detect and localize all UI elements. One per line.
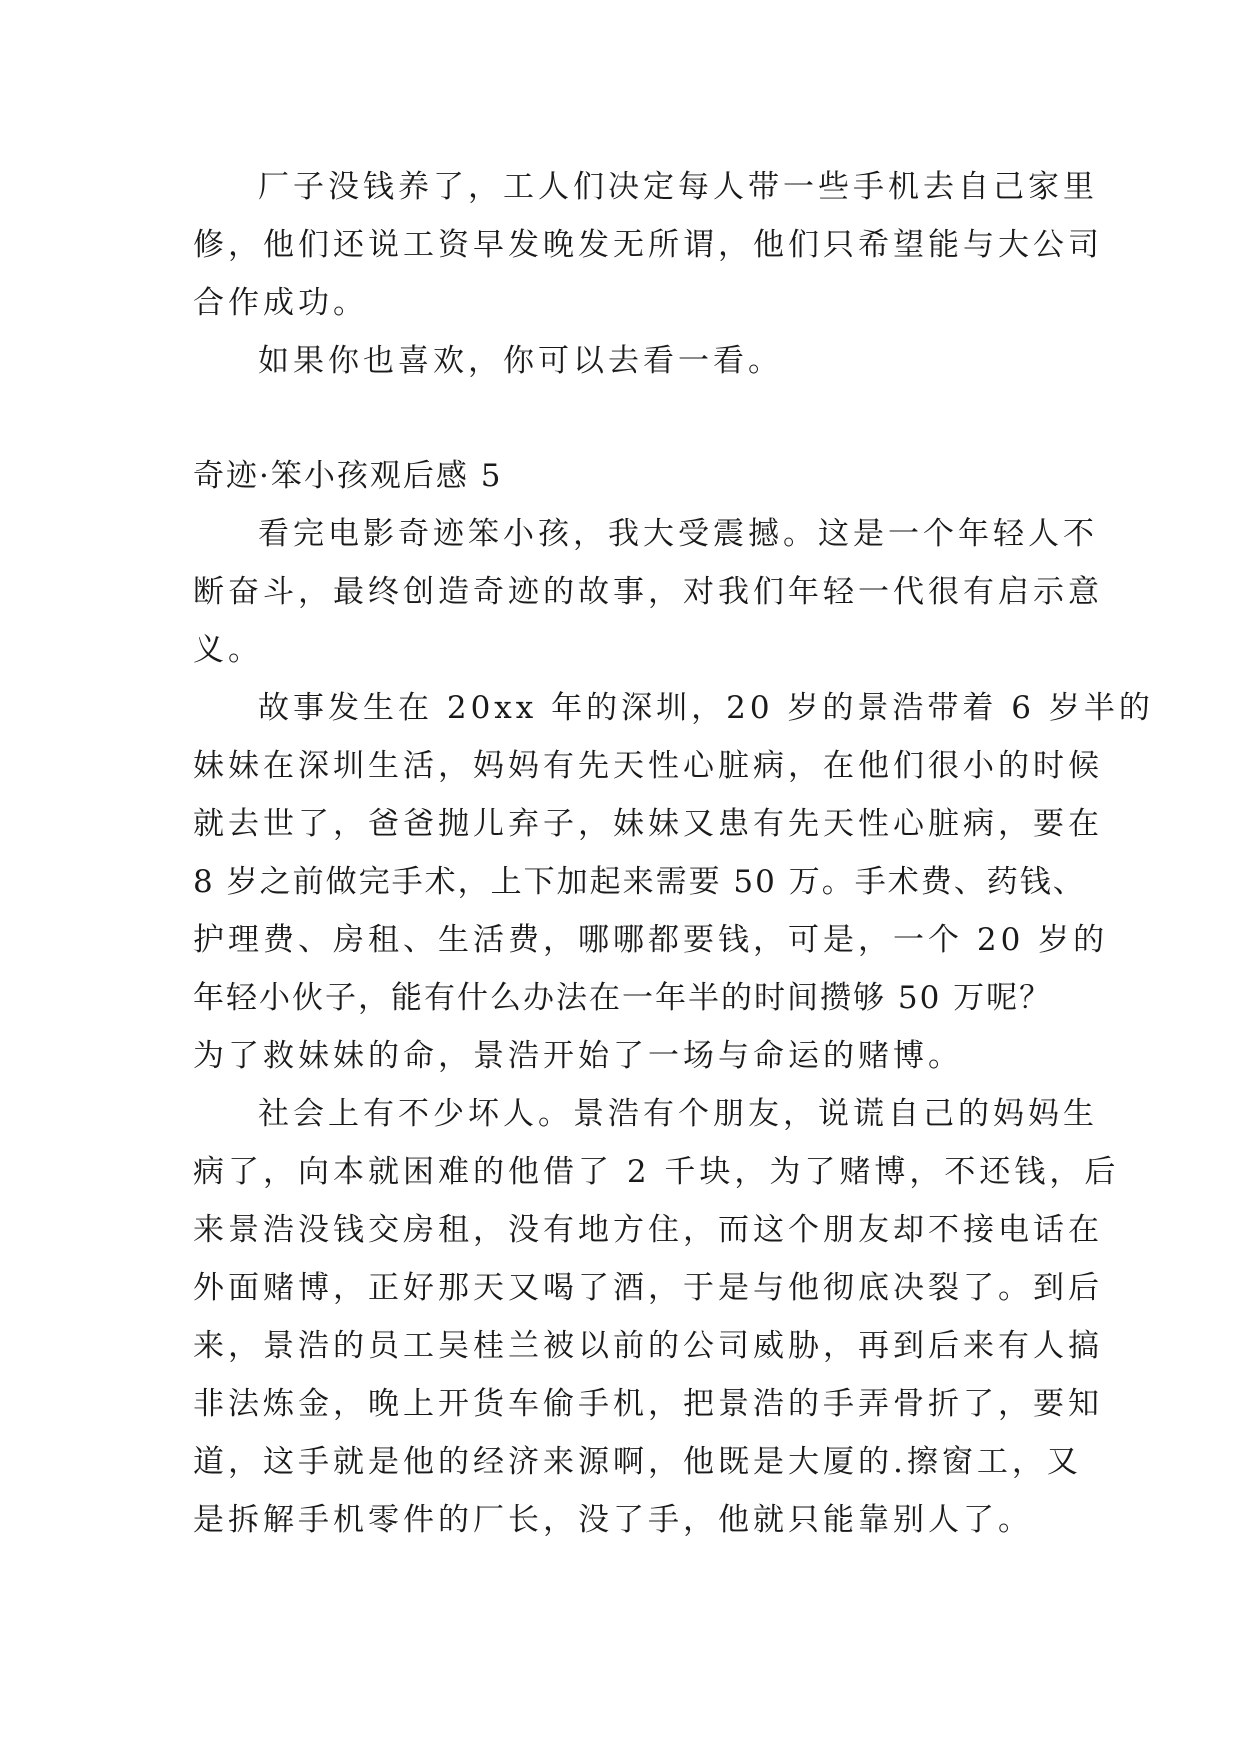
paragraph-4-line-6: 年轻小伙子，能有什么办法在一年半的时间攒够 50 万呢？ — [193, 980, 1053, 1016]
paragraph-4-line-2: 妹妹在深圳生活，妈妈有先天性心脏病，在他们很小的时候 — [193, 748, 1103, 784]
paragraph-4-line-1: 故事发生在 20xx 年的深圳，20 岁的景浩带着 6 岁半的 — [258, 690, 1154, 726]
paragraph-4-line-5: 护理费、房租、生活费，哪哪都要钱，可是，一个 20 岁的 — [193, 922, 1109, 958]
paragraph-3-line-3: 义。 — [193, 632, 263, 668]
paragraph-4-line-7: 为了救妹妹的命，景浩开始了一场与命运的赌博。 — [193, 1038, 963, 1074]
paragraph-3-line-2: 断奋斗，最终创造奇迹的故事，对我们年轻一代很有启示意 — [193, 574, 1103, 610]
paragraph-1-line-2: 修，他们还说工资早发晚发无所谓，他们只希望能与大公司 — [193, 227, 1103, 263]
paragraph-5-line-1: 社会上有不少坏人。景浩有个朋友，说谎自己的妈妈生 — [258, 1096, 1098, 1132]
paragraph-5-line-4: 外面赌博，正好那天又喝了酒，于是与他彻底决裂了。到后 — [193, 1270, 1103, 1306]
section-title: 奇迹·笨小孩观后感 5 — [193, 458, 503, 494]
paragraph-3-line-1: 看完电影奇迹笨小孩，我大受震撼。这是一个年轻人不 — [258, 516, 1098, 552]
paragraph-1-line-3: 合作成功。 — [193, 285, 368, 321]
paragraph-2-line-1: 如果你也喜欢，你可以去看一看。 — [258, 343, 783, 379]
paragraph-5-line-8: 是拆解手机零件的厂长，没了手，他就只能靠别人了。 — [193, 1502, 1033, 1538]
paragraph-4-line-3: 就去世了，爸爸抛儿弃子，妹妹又患有先天性心脏病，要在 — [193, 806, 1103, 842]
paragraph-5-line-5: 来，景浩的员工吴桂兰被以前的公司威胁，再到后来有人搞 — [193, 1328, 1103, 1364]
paragraph-5-line-2: 病了，向本就困难的他借了 2 千块，为了赌博，不还钱，后 — [193, 1154, 1120, 1190]
paragraph-5-line-3: 来景浩没钱交房租，没有地方住，而这个朋友却不接电话在 — [193, 1212, 1103, 1248]
paragraph-4-line-4: 8 岁之前做完手术，上下加起来需要 50 万。手术费、药钱、 — [193, 864, 1086, 900]
paragraph-1-line-1: 厂子没钱养了，工人们决定每人带一些手机去自己家里 — [258, 169, 1098, 205]
paragraph-5-line-7: 道，这手就是他的经济来源啊，他既是大厦的.擦窗工，又 — [193, 1444, 1082, 1480]
paragraph-5-line-6: 非法炼金，晚上开货车偷手机，把景浩的手弄骨折了，要知 — [193, 1386, 1103, 1422]
